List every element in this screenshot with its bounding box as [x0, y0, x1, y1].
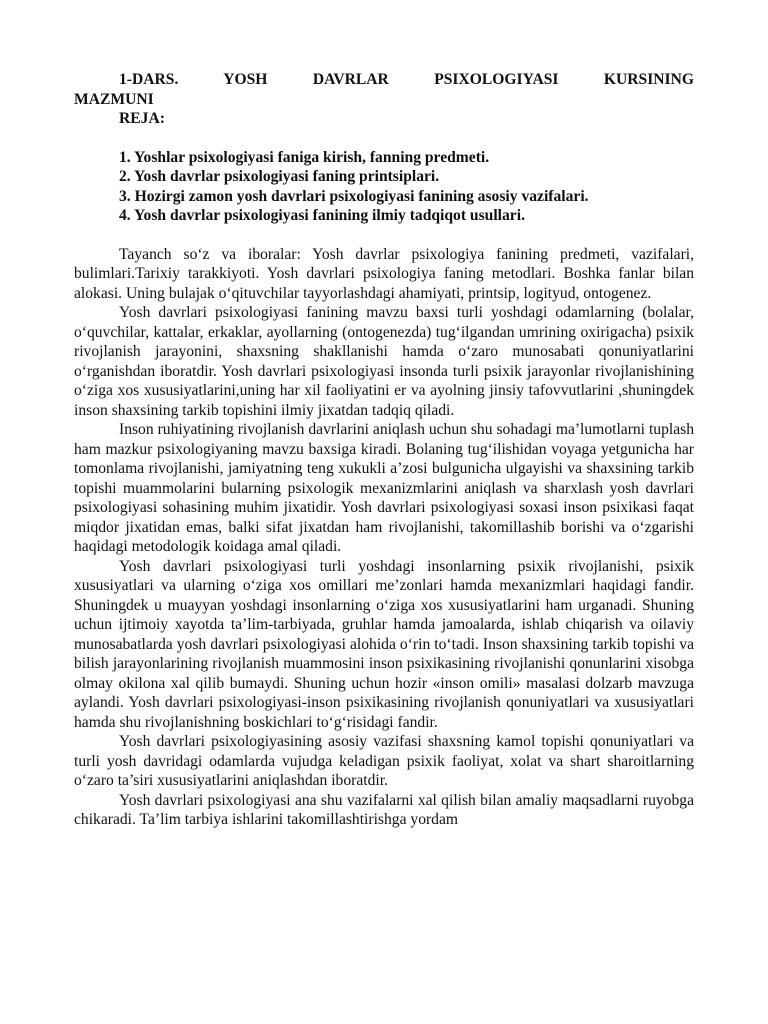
- plan-list: [74, 148, 694, 226]
- lesson-title: 1-DARS. YOSH DAVRLAR PSIXOLOGIYASI KURSINING: [119, 71, 694, 88]
- body-paragraph: Yosh davrlari psixologiyasi fanining mavzu baxsi turli yoshdagi odamlarning (bolalar, o‘quvchilar, kattalar, erkaklar, ayollarning (ontogenezda) tug‘ilgandan umrining oxirigacha) psixik rivojlanish jarayonini, shaxsning shakllanishi hamda o‘zaro munosabati qonuniyatlarini o‘rganishdan iboratdir. Yosh davrlari psixologiyasi insonda turli psixik jarayonlar rivojlanishining o‘ziga xos xususiyatlarini,uning har xil faoliyatini er va ayolning jinsiy tafovvutlarini ,shuningdek inson shaxsining tarkib topishini ilmiy jixatdan tadqiq qiladi.: [74, 304, 694, 419]
- body-paragraph: Yosh davrlari psixologiyasi ana shu vazifalarni xal qilish bilan amaliy maqsadlarni ruyobga chikaradi. Ta’lim tarbiya ishlarini takomillashtirishga yordam: [74, 791, 694, 828]
- plan-item: 2. Yosh davrlar psixologiyasi faning printsiplari.: [119, 168, 440, 185]
- plan-item: 3. Hozirgi zamon yosh davrlari psixologiyasi fanining asosiy vazifalari.: [119, 187, 589, 205]
- lesson-title-continuation: MAZMUNI: [74, 90, 154, 108]
- body-paragraph: Inson ruhiyatining rivojlanish davrlarini aniqlash uchun shu sohadagi ma’lumotlarni tuplash ham mazkur psixologiyaning mavzu baxsiga kiradi. Bolaning tug‘ilishidan voyaga yetgunicha har tomonlama rivojlanishi, jamiyatning teng xukukli a’zosi bulgunicha ulgayishi va shaxsining tarkib topishi muammolarini bularning psixologik mexanizmlarini aniqlash va sharxlash yosh davrlari psixologiyasi sohasining muhim jixatidir. Yosh davrlari psixologiyasi soxasi inson psixikasi faqat miqdor jixatidan emas, balki sifat jixatdan ham rivojlanishi, takomillashib borishi va o‘zgarishi haqidagi metodologik koidaga amal qiladi.: [74, 421, 694, 555]
- plan-item: 4. Yosh davrlar psixologiyasi fanining ilmiy tadqiqot usullari.: [119, 207, 525, 224]
- body-paragraph: Yosh davrlari psixologiyasi turli yoshdagi insonlarning psixik rivojlanishi, psixik xususiyatlari va ularning o‘ziga xos omillari me’zonlari hamda mexanizmlari haqidagi fandir. Shuningdek u muayyan yoshdagi insonlarning o‘ziga xos xususiyatlarini ham urganadi. Shuning uchun ijtimoiy xayotda ta’lim-tarbiyada, gruhlar hamda jamoalarda, ishlab chiqarish va oilaviy munosabatlarda yosh davrlari psixologiyasi alohida o‘rin to‘tadi. Inson shaxsining tarkib topishi va bilish jarayonlarining rivojlanish muammosini inson psixikasining rivojlanishi qonunlarini xisobga olmay okilona xal qilib bumaydi. Shuning uchun hozir «inson omili» masalasi dolzarb mavzuga aylandi. Yosh davrlari psixologiyasi-inson psixikasining rivojlanish qonuniyatlari va xususiyatlari hamda shu rivojlanishning boskichlari to‘g‘risidagi fandir.: [74, 557, 694, 731]
- body-paragraph: Yosh davrlari psixologiyasining asosiy vazifasi shaxsning kamol topishi qonuniyatlari va turli yosh davridagi odamlarda vujudga keladigan psixik faoliyat, xolat va shart sharoitlarning o‘zaro ta’siri xususiyatlarini aniqlashdan iboratdir.: [74, 733, 694, 789]
- plan-heading: REJA:: [119, 110, 165, 127]
- plan-item: 1. Yoshlar psixologiyasi faniga kirish, fanning predmeti.: [119, 148, 490, 166]
- document-page: [74, 70, 694, 830]
- key-terms-paragraph: Tayanch so‘z va iboralar: Yosh davrlar psixologiya fanining predmeti, vazifalari, bulimlari.Tarixiy tarakkiyoti. Yosh davrlari psixologiya faning metodlari. Boshka fanlar bilan alokasi. Uning bulajak o‘qituvchilar tayyorlashdagi ahamiyati, printsip, logityud, ontogenez.: [74, 245, 694, 302]
